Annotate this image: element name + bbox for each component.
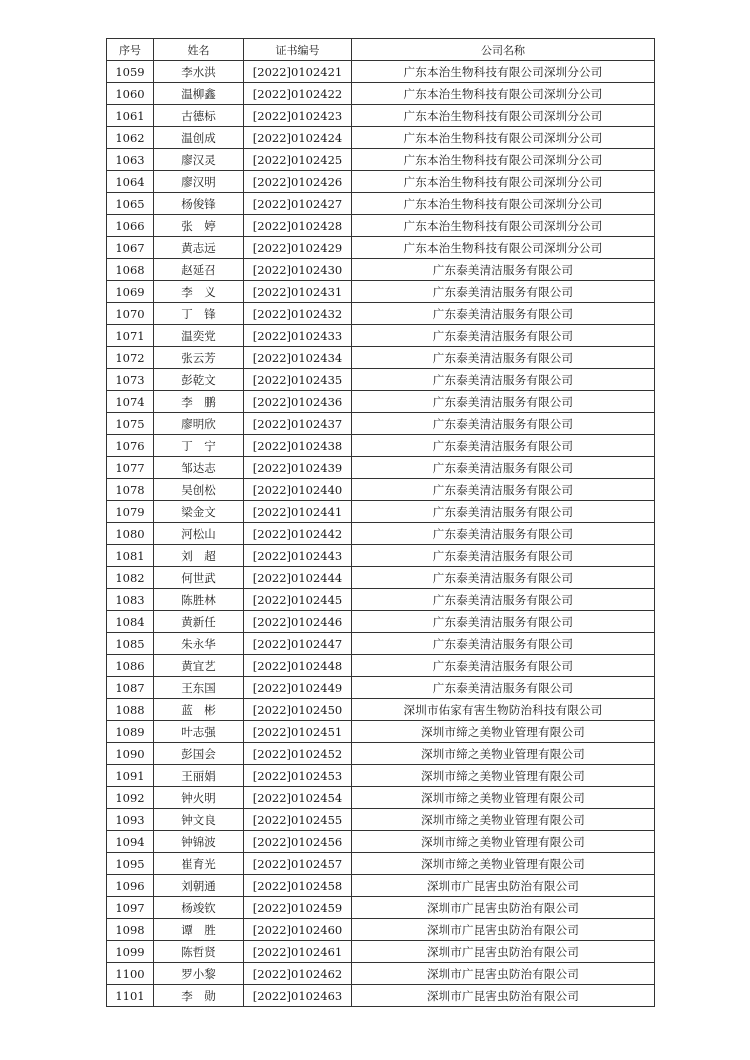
- cell-index: 1059: [107, 61, 154, 83]
- cell-cert-number: [2022]0102421: [244, 61, 352, 83]
- cell-company: 广东泰美清洁服务有限公司: [352, 523, 655, 545]
- cell-index: 1099: [107, 941, 154, 963]
- cell-index: 1066: [107, 215, 154, 237]
- table-row: [107, 347, 655, 369]
- cell-name: 李 义: [154, 281, 244, 303]
- cell-company: 广东泰美清洁服务有限公司: [352, 281, 655, 303]
- cell-name: 陈胜林: [154, 589, 244, 611]
- cell-name: 廖明欣: [154, 413, 244, 435]
- cell-company: 深圳市缔之美物业管理有限公司: [352, 809, 655, 831]
- cell-company: 广东泰美清洁服务有限公司: [352, 347, 655, 369]
- table-row: [107, 479, 655, 501]
- cell-cert-number: [2022]0102456: [244, 831, 352, 853]
- cell-index: 1060: [107, 83, 154, 105]
- cell-company: 深圳市缔之美物业管理有限公司: [352, 831, 655, 853]
- cell-index: 1094: [107, 831, 154, 853]
- cell-cert-number: [2022]0102447: [244, 633, 352, 655]
- cell-company: 广东泰美清洁服务有限公司: [352, 501, 655, 523]
- header-company: 公司名称: [352, 39, 655, 61]
- cell-name: 彭国会: [154, 743, 244, 765]
- cell-company: 深圳市缔之美物业管理有限公司: [352, 743, 655, 765]
- cell-company: 深圳市缔之美物业管理有限公司: [352, 721, 655, 743]
- cell-index: 1089: [107, 721, 154, 743]
- cell-cert-number: [2022]0102444: [244, 567, 352, 589]
- cell-name: 张 婷: [154, 215, 244, 237]
- cell-company: 广东本治生物科技有限公司深圳分公司: [352, 171, 655, 193]
- cell-cert-number: [2022]0102458: [244, 875, 352, 897]
- table-row: [107, 457, 655, 479]
- cell-cert-number: [2022]0102435: [244, 369, 352, 391]
- cell-index: 1064: [107, 171, 154, 193]
- cell-index: 1080: [107, 523, 154, 545]
- table-row: [107, 303, 655, 325]
- table-row: [107, 831, 655, 853]
- cell-company: 深圳市缔之美物业管理有限公司: [352, 765, 655, 787]
- cell-index: 1084: [107, 611, 154, 633]
- cell-name: 河松山: [154, 523, 244, 545]
- cell-cert-number: [2022]0102442: [244, 523, 352, 545]
- cell-index: 1061: [107, 105, 154, 127]
- cell-company: 广东泰美清洁服务有限公司: [352, 325, 655, 347]
- table-row: [107, 215, 655, 237]
- cell-company: 深圳市佑家有害生物防治科技有限公司: [352, 699, 655, 721]
- cell-index: 1086: [107, 655, 154, 677]
- cell-name: 温奕党: [154, 325, 244, 347]
- cell-name: 刘 超: [154, 545, 244, 567]
- cell-index: 1075: [107, 413, 154, 435]
- table-row: [107, 721, 655, 743]
- cell-company: 广东本治生物科技有限公司深圳分公司: [352, 237, 655, 259]
- table-row: [107, 281, 655, 303]
- cell-company: 深圳市广昆害虫防治有限公司: [352, 963, 655, 985]
- cell-cert-number: [2022]0102441: [244, 501, 352, 523]
- cell-index: 1101: [107, 985, 154, 1007]
- certificate-table: [106, 38, 655, 1007]
- table-row: [107, 413, 655, 435]
- cell-cert-number: [2022]0102462: [244, 963, 352, 985]
- cell-index: 1097: [107, 897, 154, 919]
- cell-index: 1073: [107, 369, 154, 391]
- cell-cert-number: [2022]0102431: [244, 281, 352, 303]
- table-row: [107, 875, 655, 897]
- cell-index: 1096: [107, 875, 154, 897]
- cell-company: 广东泰美清洁服务有限公司: [352, 589, 655, 611]
- cell-index: 1079: [107, 501, 154, 523]
- cell-cert-number: [2022]0102453: [244, 765, 352, 787]
- table-row: [107, 105, 655, 127]
- cell-company: 广东本治生物科技有限公司深圳分公司: [352, 61, 655, 83]
- cell-name: 丁 锋: [154, 303, 244, 325]
- cell-name: 钟锦波: [154, 831, 244, 853]
- cell-company: 广东泰美清洁服务有限公司: [352, 545, 655, 567]
- cell-name: 何世武: [154, 567, 244, 589]
- cell-cert-number: [2022]0102426: [244, 171, 352, 193]
- cell-cert-number: [2022]0102440: [244, 479, 352, 501]
- cell-name: 古德标: [154, 105, 244, 127]
- table-row: [107, 743, 655, 765]
- cell-index: 1091: [107, 765, 154, 787]
- cell-cert-number: [2022]0102460: [244, 919, 352, 941]
- cell-cert-number: [2022]0102449: [244, 677, 352, 699]
- cell-index: 1087: [107, 677, 154, 699]
- cell-company: 广东泰美清洁服务有限公司: [352, 259, 655, 281]
- cell-cert-number: [2022]0102450: [244, 699, 352, 721]
- cell-cert-number: [2022]0102436: [244, 391, 352, 413]
- cell-company: 广东泰美清洁服务有限公司: [352, 611, 655, 633]
- cell-cert-number: [2022]0102454: [244, 787, 352, 809]
- header-cert-number: 证书编号: [244, 39, 352, 61]
- cell-company: 广东泰美清洁服务有限公司: [352, 457, 655, 479]
- cell-index: 1070: [107, 303, 154, 325]
- cell-cert-number: [2022]0102451: [244, 721, 352, 743]
- cell-cert-number: [2022]0102437: [244, 413, 352, 435]
- table-header-row: [107, 39, 655, 61]
- cell-name: 丁 宁: [154, 435, 244, 457]
- cell-cert-number: [2022]0102433: [244, 325, 352, 347]
- cell-company: 深圳市广昆害虫防治有限公司: [352, 985, 655, 1007]
- table-row: [107, 941, 655, 963]
- cell-name: 李 勋: [154, 985, 244, 1007]
- cell-company: 广东本治生物科技有限公司深圳分公司: [352, 105, 655, 127]
- cell-index: 1065: [107, 193, 154, 215]
- cell-cert-number: [2022]0102439: [244, 457, 352, 479]
- cell-cert-number: [2022]0102443: [244, 545, 352, 567]
- cell-index: 1071: [107, 325, 154, 347]
- cell-name: 温柳鑫: [154, 83, 244, 105]
- cell-company: 深圳市缔之美物业管理有限公司: [352, 787, 655, 809]
- cell-company: 深圳市广昆害虫防治有限公司: [352, 941, 655, 963]
- cell-index: 1067: [107, 237, 154, 259]
- table-row: [107, 127, 655, 149]
- cell-name: 赵延召: [154, 259, 244, 281]
- cell-company: 广东泰美清洁服务有限公司: [352, 391, 655, 413]
- table-row: [107, 655, 655, 677]
- cell-cert-number: [2022]0102463: [244, 985, 352, 1007]
- table-row: [107, 325, 655, 347]
- cell-index: 1072: [107, 347, 154, 369]
- cell-company: 广东泰美清洁服务有限公司: [352, 479, 655, 501]
- cell-name: 黄新任: [154, 611, 244, 633]
- table-row: [107, 589, 655, 611]
- cell-company: 广东泰美清洁服务有限公司: [352, 633, 655, 655]
- cell-name: 黄志远: [154, 237, 244, 259]
- table-row: [107, 897, 655, 919]
- cell-index: 1083: [107, 589, 154, 611]
- table-row: [107, 545, 655, 567]
- table-row: [107, 809, 655, 831]
- cell-company: 广东本治生物科技有限公司深圳分公司: [352, 83, 655, 105]
- cell-index: 1062: [107, 127, 154, 149]
- cell-cert-number: [2022]0102422: [244, 83, 352, 105]
- cell-name: 李 鹏: [154, 391, 244, 413]
- table-body: [107, 61, 655, 1007]
- cell-name: 彭乾文: [154, 369, 244, 391]
- cell-index: 1088: [107, 699, 154, 721]
- table-row: [107, 853, 655, 875]
- cell-index: 1078: [107, 479, 154, 501]
- cell-cert-number: [2022]0102459: [244, 897, 352, 919]
- table-row: [107, 391, 655, 413]
- cell-name: 廖汉明: [154, 171, 244, 193]
- table-row: [107, 787, 655, 809]
- cell-name: 蓝 彬: [154, 699, 244, 721]
- cell-company: 广东本治生物科技有限公司深圳分公司: [352, 127, 655, 149]
- cell-cert-number: [2022]0102455: [244, 809, 352, 831]
- cell-name: 李水洪: [154, 61, 244, 83]
- cell-name: 罗小黎: [154, 963, 244, 985]
- cell-name: 邹达志: [154, 457, 244, 479]
- cell-company: 广东泰美清洁服务有限公司: [352, 567, 655, 589]
- cell-cert-number: [2022]0102432: [244, 303, 352, 325]
- cell-index: 1092: [107, 787, 154, 809]
- cell-company: 深圳市缔之美物业管理有限公司: [352, 853, 655, 875]
- table-row: [107, 83, 655, 105]
- cell-cert-number: [2022]0102461: [244, 941, 352, 963]
- cell-name: 杨俊锋: [154, 193, 244, 215]
- cell-cert-number: [2022]0102434: [244, 347, 352, 369]
- cell-name: 王丽娟: [154, 765, 244, 787]
- cell-name: 谭 胜: [154, 919, 244, 941]
- cell-name: 朱永华: [154, 633, 244, 655]
- cell-name: 叶志强: [154, 721, 244, 743]
- table-row: [107, 435, 655, 457]
- cell-name: 张云芳: [154, 347, 244, 369]
- cell-cert-number: [2022]0102452: [244, 743, 352, 765]
- cell-cert-number: [2022]0102424: [244, 127, 352, 149]
- cell-cert-number: [2022]0102423: [244, 105, 352, 127]
- table-row: [107, 523, 655, 545]
- cell-name: 王东国: [154, 677, 244, 699]
- cell-company: 广东泰美清洁服务有限公司: [352, 413, 655, 435]
- table-row: [107, 237, 655, 259]
- cell-index: 1090: [107, 743, 154, 765]
- cell-company: 广东泰美清洁服务有限公司: [352, 655, 655, 677]
- cell-name: 刘朝通: [154, 875, 244, 897]
- cell-index: 1082: [107, 567, 154, 589]
- cell-index: 1068: [107, 259, 154, 281]
- cell-cert-number: [2022]0102429: [244, 237, 352, 259]
- cell-name: 吴创松: [154, 479, 244, 501]
- table-row: [107, 699, 655, 721]
- cell-cert-number: [2022]0102448: [244, 655, 352, 677]
- cell-cert-number: [2022]0102446: [244, 611, 352, 633]
- cell-company: 广东本治生物科技有限公司深圳分公司: [352, 149, 655, 171]
- cell-index: 1081: [107, 545, 154, 567]
- table-row: [107, 611, 655, 633]
- cell-index: 1069: [107, 281, 154, 303]
- table-row: [107, 633, 655, 655]
- cell-index: 1063: [107, 149, 154, 171]
- table-row: [107, 963, 655, 985]
- header-index: 序号: [107, 39, 154, 61]
- cell-company: 深圳市广昆害虫防治有限公司: [352, 875, 655, 897]
- cell-company: 广东泰美清洁服务有限公司: [352, 369, 655, 391]
- cell-name: 黄宜艺: [154, 655, 244, 677]
- cell-company: 深圳市广昆害虫防治有限公司: [352, 897, 655, 919]
- table-row: [107, 501, 655, 523]
- table-row: [107, 171, 655, 193]
- cell-cert-number: [2022]0102445: [244, 589, 352, 611]
- table-row: [107, 985, 655, 1007]
- table-row: [107, 567, 655, 589]
- cell-company: 广东泰美清洁服务有限公司: [352, 435, 655, 457]
- cell-index: 1074: [107, 391, 154, 413]
- table-row: [107, 919, 655, 941]
- cell-name: 杨竣钦: [154, 897, 244, 919]
- cell-index: 1085: [107, 633, 154, 655]
- cell-index: 1077: [107, 457, 154, 479]
- cell-company: 广东泰美清洁服务有限公司: [352, 677, 655, 699]
- cell-name: 钟火明: [154, 787, 244, 809]
- cell-name: 陈哲贤: [154, 941, 244, 963]
- cell-name: 廖汉灵: [154, 149, 244, 171]
- cell-cert-number: [2022]0102428: [244, 215, 352, 237]
- cell-company: 广东本治生物科技有限公司深圳分公司: [352, 193, 655, 215]
- header-name: 姓名: [154, 39, 244, 61]
- cell-cert-number: [2022]0102425: [244, 149, 352, 171]
- table-row: [107, 259, 655, 281]
- cell-company: 广东本治生物科技有限公司深圳分公司: [352, 215, 655, 237]
- table-row: [107, 193, 655, 215]
- cell-name: 温创成: [154, 127, 244, 149]
- cell-cert-number: [2022]0102457: [244, 853, 352, 875]
- cell-company: 广东泰美清洁服务有限公司: [352, 303, 655, 325]
- table-row: [107, 765, 655, 787]
- cell-name: 钟文良: [154, 809, 244, 831]
- table-row: [107, 61, 655, 83]
- cell-cert-number: [2022]0102438: [244, 435, 352, 457]
- cell-index: 1076: [107, 435, 154, 457]
- table-row: [107, 677, 655, 699]
- cell-name: 梁金文: [154, 501, 244, 523]
- cell-index: 1100: [107, 963, 154, 985]
- table-row: [107, 369, 655, 391]
- cell-name: 崔育光: [154, 853, 244, 875]
- cell-cert-number: [2022]0102427: [244, 193, 352, 215]
- cell-index: 1098: [107, 919, 154, 941]
- cell-index: 1093: [107, 809, 154, 831]
- cell-cert-number: [2022]0102430: [244, 259, 352, 281]
- table-row: [107, 149, 655, 171]
- cell-company: 深圳市广昆害虫防治有限公司: [352, 919, 655, 941]
- cell-index: 1095: [107, 853, 154, 875]
